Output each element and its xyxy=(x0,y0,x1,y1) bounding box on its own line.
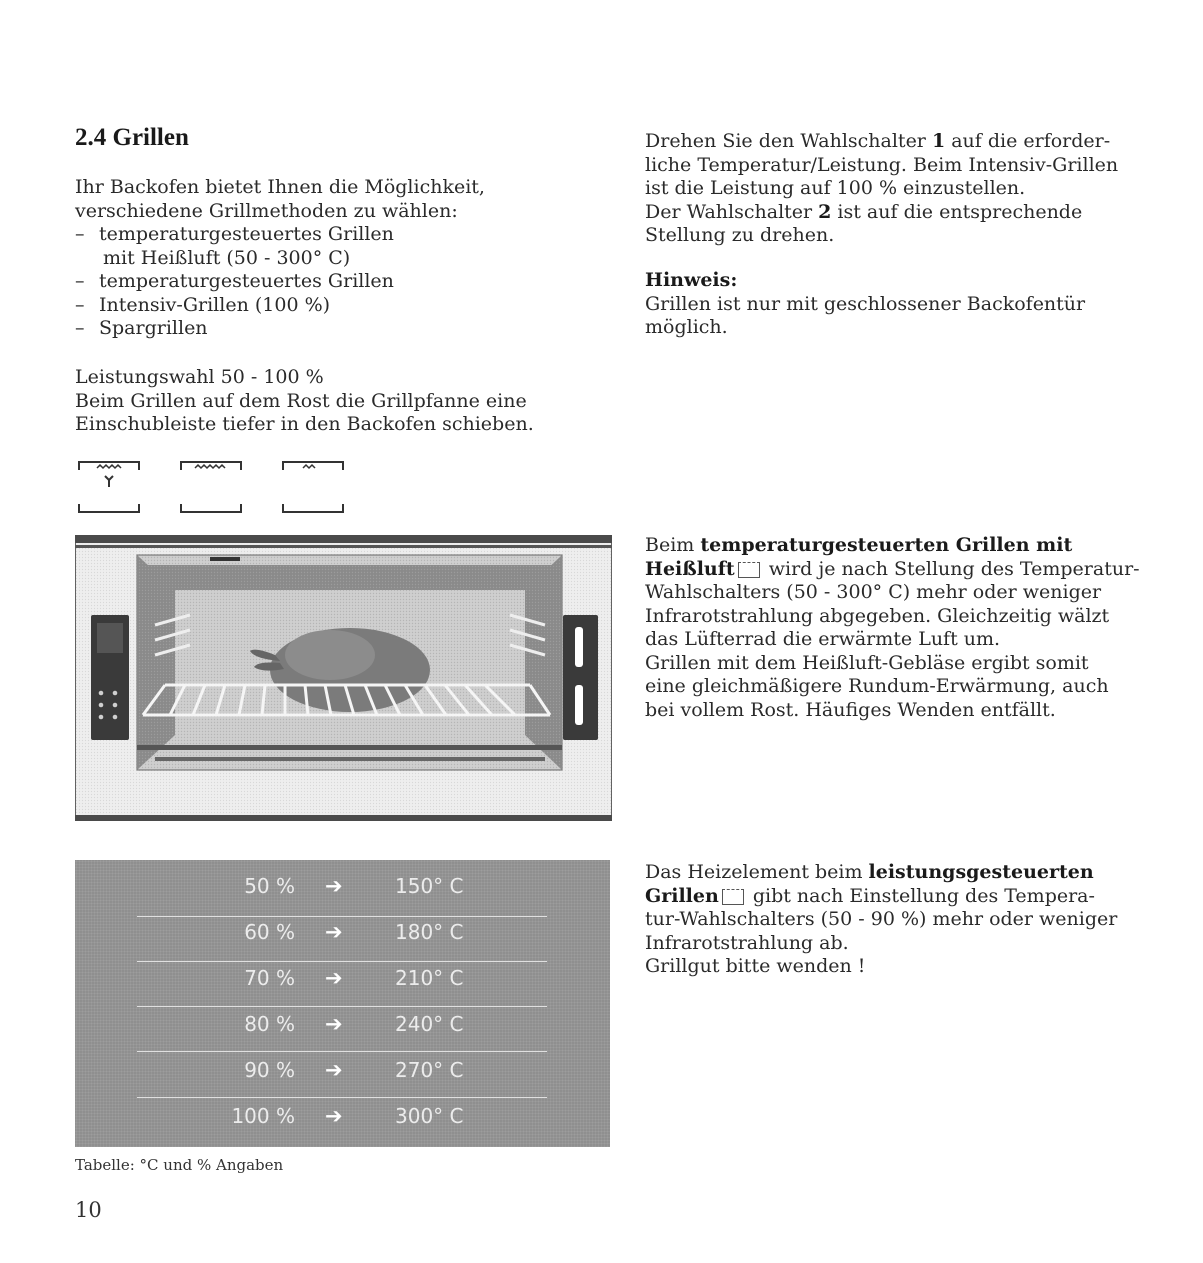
intro-line-2: verschiedene Grillmethoden zu wählen: xyxy=(75,199,458,222)
text-line: eine gleichmäßigere Rundum-Erwärmung, auch xyxy=(645,675,1109,697)
degree-cell: 300° C xyxy=(395,1104,464,1128)
text-line: bei vollem Rost. Häufiges Wenden entfällt. xyxy=(645,698,1056,721)
heatfan-paragraph xyxy=(645,534,1190,722)
text-line: Der Wahlschalter 2 ist auf die entsprechende xyxy=(645,200,1083,223)
power-grill-paragraph xyxy=(645,861,1190,979)
text-line: ist die Leistung auf 100 % einzustellen. xyxy=(645,177,1026,199)
text-line: Beim temperaturgesteuerten Grillen mit xyxy=(645,534,1073,556)
table-row xyxy=(75,1002,610,1048)
note-line-1: Beim Grillen auf dem Rost die Grillpfanne eine xyxy=(75,389,527,412)
eco-grill-icon xyxy=(279,460,347,514)
table-row xyxy=(75,1094,610,1140)
table-row xyxy=(75,956,610,1002)
full-grill-icon xyxy=(177,460,245,514)
text-line: Grillen gibt nach Einstellung des Tempera- xyxy=(645,884,1095,907)
degree-cell: 210° C xyxy=(395,966,464,990)
table-row xyxy=(75,910,610,956)
list-item: – Intensiv-Grillen (100 %) xyxy=(75,293,331,316)
hint-title: Hinweis: xyxy=(645,269,738,291)
arrow-icon: ➔ xyxy=(325,1058,343,1082)
oven-chicken-illustration xyxy=(75,535,612,821)
arrow-icon: ➔ xyxy=(325,1104,343,1128)
heat-fan-grill-icon xyxy=(738,562,760,578)
text-line: Infrarotstrahlung abgegeben. Gleichzeitig wälzt xyxy=(645,604,1110,627)
text-line: Infrarotstrahlung ab. xyxy=(645,931,849,954)
text-line: Grillgut bitte wenden ! xyxy=(645,955,866,977)
list-item: – Spargrillen xyxy=(75,317,208,339)
selector-paragraph xyxy=(645,130,1185,248)
intro-line-1: Ihr Backofen bietet Ihnen die Möglichkeit, xyxy=(75,176,485,198)
power-line: Leistungswahl 50 - 100 % xyxy=(75,366,324,388)
degree-cell: 180° C xyxy=(395,920,464,944)
grill-mode-icons xyxy=(75,460,347,514)
section-title: 2.4 Grillen xyxy=(75,124,189,151)
text-line: Heißluft wird je nach Stellung des Temperatur- xyxy=(645,557,1140,580)
page-number: 10 xyxy=(75,1198,102,1222)
list-item: mit Heißluft (50 - 300° C) xyxy=(103,246,351,269)
text-line: Das Heizelement beim leistungsgesteuerten xyxy=(645,861,1094,883)
method-list xyxy=(75,223,615,341)
percent-cell: 60 % xyxy=(244,920,295,944)
table-caption: Tabelle: °C und % Angaben xyxy=(75,1156,284,1174)
note-line-2: Einschubleiste tiefer in den Backofen schieben. xyxy=(75,413,534,435)
degree-cell: 270° C xyxy=(395,1058,464,1082)
power-paragraph xyxy=(75,366,615,437)
full-grill-icon xyxy=(722,889,744,905)
hint-line-2: möglich. xyxy=(645,316,728,338)
text-line: das Lüfterrad die erwärmte Luft um. xyxy=(645,628,1001,650)
heat-fan-grill-icon xyxy=(75,460,143,514)
text-line: Grillen mit dem Heißluft-Gebläse ergibt somit xyxy=(645,651,1089,674)
hint-line-1: Grillen ist nur mit geschlossener Backofentür xyxy=(645,292,1086,315)
text-line: tur-Wahlschalters (50 - 90 %) mehr oder weniger xyxy=(645,908,1118,930)
text-line: Stellung zu drehen. xyxy=(645,224,835,246)
hint-block xyxy=(645,269,1185,340)
list-item: – temperaturgesteuertes Grillen xyxy=(75,270,394,292)
percent-cell: 80 % xyxy=(244,1012,295,1036)
arrow-icon: ➔ xyxy=(325,1012,343,1036)
intro-paragraph xyxy=(75,176,615,341)
table-row xyxy=(75,864,610,910)
arrow-icon: ➔ xyxy=(325,874,343,898)
percent-cell: 70 % xyxy=(244,966,295,990)
text-line: Drehen Sie den Wahlschalter 1 auf die erforder- xyxy=(645,130,1111,152)
arrow-icon: ➔ xyxy=(325,966,343,990)
percent-cell: 50 % xyxy=(244,874,295,898)
arrow-icon: ➔ xyxy=(325,920,343,944)
degree-cell: 150° C xyxy=(395,874,464,898)
conversion-table xyxy=(75,860,610,1147)
table-row xyxy=(75,1048,610,1094)
percent-cell: 100 % xyxy=(231,1104,295,1128)
text-line: liche Temperatur/Leistung. Beim Intensiv-Grillen xyxy=(645,153,1119,176)
text-line: Wahlschalters (50 - 300° C) mehr oder weniger xyxy=(645,581,1102,603)
degree-cell: 240° C xyxy=(395,1012,464,1036)
percent-cell: 90 % xyxy=(244,1058,295,1082)
list-item: – temperaturgesteuertes Grillen xyxy=(75,223,394,245)
